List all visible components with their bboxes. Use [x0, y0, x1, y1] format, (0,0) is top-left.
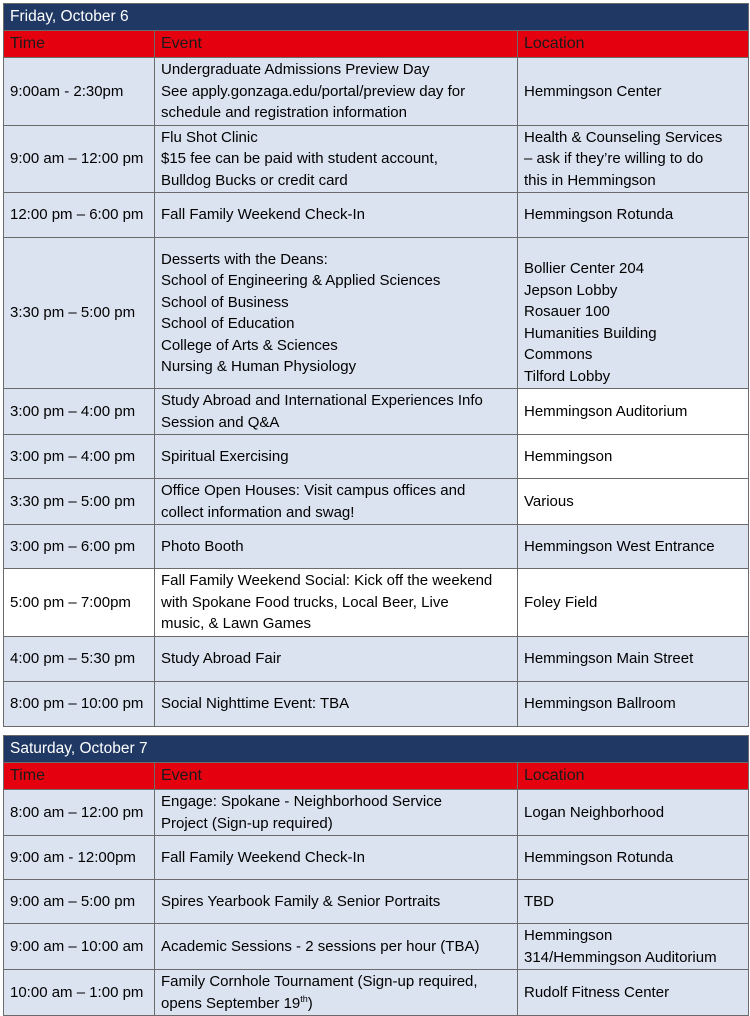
event-cell: Spiritual Exercising [155, 435, 518, 479]
location-cell: Hemmingson [518, 435, 749, 479]
event-cell: Academic Sessions - 2 sessions per hour (TBA) [155, 924, 518, 970]
table-row [4, 790, 749, 836]
time-cell: 5:00 pm – 7:00pm [4, 569, 155, 637]
table-row [4, 636, 749, 681]
time-cell: 3:00 pm – 4:00 pm [4, 389, 155, 435]
event-cell: Fall Family Weekend Check-In [155, 193, 518, 238]
event-cell: Office Open Houses: Visit campus offices and collect information and swag! [155, 479, 518, 525]
table-row [4, 125, 749, 193]
location-cell: Hemmingson Ballroom [518, 681, 749, 726]
table-row [4, 880, 749, 924]
time-cell: 4:00 pm – 5:30 pm [4, 636, 155, 681]
event-cell: Undergraduate Admissions Preview Day See apply.gonzaga.edu/portal/preview day for schedule and registration information [155, 58, 518, 126]
table-row [4, 569, 749, 637]
table-row [4, 193, 749, 238]
location-cell: Rudolf Fitness Center [518, 970, 749, 1016]
time-cell: 9:00 am - 12:00pm [4, 836, 155, 880]
column-header-event: Event [155, 31, 518, 58]
location-cell: Various [518, 479, 749, 525]
table-row [4, 435, 749, 479]
time-cell: 8:00 pm – 10:00 pm [4, 681, 155, 726]
location-cell: Hemmingson Auditorium [518, 389, 749, 435]
time-cell: 3:00 pm – 4:00 pm [4, 435, 155, 479]
table-row [4, 58, 749, 126]
column-header-location: Location [518, 31, 749, 58]
table-row [4, 970, 749, 1016]
event-cell: Fall Family Weekend Check-In [155, 836, 518, 880]
location-cell: Hemmingson West Entrance [518, 525, 749, 569]
time-cell: 9:00am - 2:30pm [4, 58, 155, 126]
table-row [4, 238, 749, 389]
event-cell: Family Cornhole Tournament (Sign-up required, opens September 19th) [155, 970, 518, 1016]
location-cell: Logan Neighborhood [518, 790, 749, 836]
time-cell: 3:00 pm – 6:00 pm [4, 525, 155, 569]
time-cell: 9:00 am – 5:00 pm [4, 880, 155, 924]
column-header-time: Time [4, 763, 155, 790]
event-cell: Social Nighttime Event: TBA [155, 681, 518, 726]
event-cell: Study Abroad Fair [155, 636, 518, 681]
table-row [4, 836, 749, 880]
event-cell: Study Abroad and International Experiences Info Session and Q&A [155, 389, 518, 435]
event-cell: Fall Family Weekend Social: Kick off the weekend with Spokane Food trucks, Local Beer, Live music, & Lawn Games [155, 569, 518, 637]
friday-schedule-table [3, 3, 749, 727]
table-row [4, 681, 749, 726]
time-cell: 3:30 pm – 5:00 pm [4, 479, 155, 525]
event-cell: Engage: Spokane - Neighborhood Service Project (Sign-up required) [155, 790, 518, 836]
table-row [4, 924, 749, 970]
column-header-event: Event [155, 763, 518, 790]
table-row [4, 389, 749, 435]
event-cell: Photo Booth [155, 525, 518, 569]
location-cell: TBD [518, 880, 749, 924]
location-cell: Hemmingson Rotunda [518, 836, 749, 880]
time-cell: 9:00 am – 10:00 am [4, 924, 155, 970]
event-cell: Flu Shot Clinic $15 fee can be paid with student account, Bulldog Bucks or credit card [155, 125, 518, 193]
day-heading: Friday, October 6 [4, 4, 749, 31]
location-cell: Bollier Center 204 Jepson Lobby Rosauer 100 Humanities Building Commons Tilford Lobby [518, 238, 749, 389]
location-cell: Hemmingson Rotunda [518, 193, 749, 238]
table-row [4, 479, 749, 525]
time-cell: 8:00 am – 12:00 pm [4, 790, 155, 836]
time-cell: 12:00 pm – 6:00 pm [4, 193, 155, 238]
location-cell: Health & Counseling Services – ask if they’re willing to do this in Hemmingson [518, 125, 749, 193]
location-cell: Hemmingson Main Street [518, 636, 749, 681]
time-cell: 3:30 pm – 5:00 pm [4, 238, 155, 389]
time-cell: 9:00 am – 12:00 pm [4, 125, 155, 193]
time-cell: 10:00 am – 1:00 pm [4, 970, 155, 1016]
location-cell: Hemmingson Center [518, 58, 749, 126]
location-cell: Hemmingson 314/Hemmingson Auditorium [518, 924, 749, 970]
column-header-location: Location [518, 763, 749, 790]
event-cell: Spires Yearbook Family & Senior Portraits [155, 880, 518, 924]
table-row [4, 525, 749, 569]
saturday-schedule-table [3, 735, 749, 1016]
event-cell: Desserts with the Deans: School of Engineering & Applied Sciences School of Business School of Education College of Arts & Sciences Nursing & Human Physiology [155, 238, 518, 389]
location-cell: Foley Field [518, 569, 749, 637]
day-heading: Saturday, October 7 [4, 736, 749, 763]
column-header-time: Time [4, 31, 155, 58]
